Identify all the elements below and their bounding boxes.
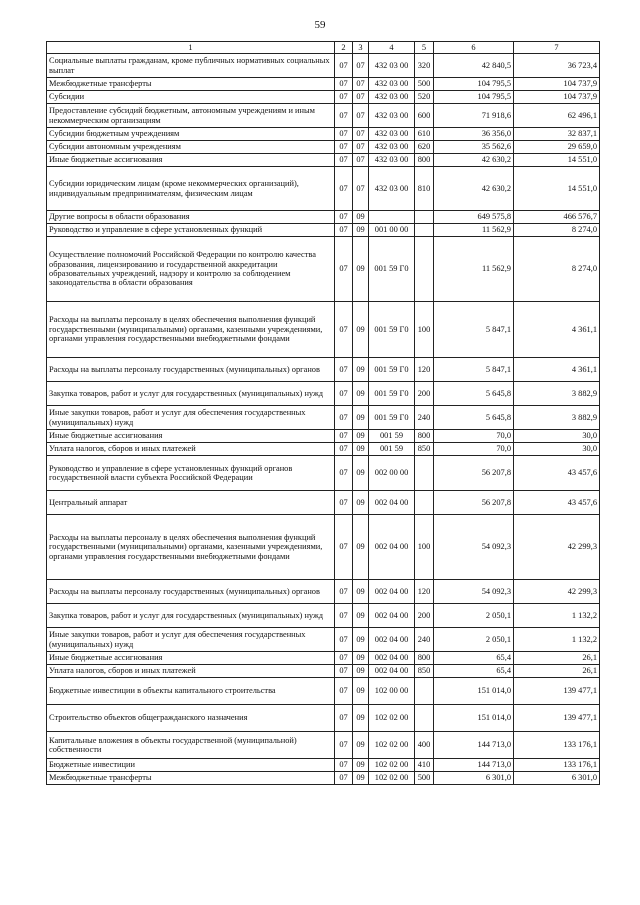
row-amount-2: 1 132,2 (514, 628, 600, 652)
table-row (47, 302, 600, 358)
row-name: Бюджетные инвестиции (47, 759, 335, 772)
row-amount-1: 35 562,6 (434, 141, 514, 154)
row-amount-2: 14 551,0 (514, 154, 600, 167)
table-row (47, 128, 600, 141)
row-expense-type: 600 (415, 104, 434, 128)
row-amount-2: 62 496,1 (514, 104, 600, 128)
row-section: 07 (335, 78, 353, 91)
row-amount-1: 144 713,0 (434, 759, 514, 772)
row-target-article: 001 00 00 (369, 224, 415, 237)
row-section: 07 (335, 154, 353, 167)
row-target-article: 102 02 00 (369, 732, 415, 759)
table-row (47, 665, 600, 678)
table-row (47, 604, 600, 628)
row-section: 07 (335, 580, 353, 604)
row-target-article: 432 03 00 (369, 91, 415, 104)
row-subsection: 09 (353, 406, 369, 430)
row-name: Субсидии автономным учреждениям (47, 141, 335, 154)
row-expense-type: 610 (415, 128, 434, 141)
row-section: 07 (335, 759, 353, 772)
row-target-article: 001 59 Г0 (369, 358, 415, 382)
row-target-article: 002 04 00 (369, 515, 415, 580)
row-name: Субсидии (47, 91, 335, 104)
row-amount-2: 42 299,3 (514, 515, 600, 580)
table-row (47, 705, 600, 732)
row-target-article: 002 04 00 (369, 652, 415, 665)
row-subsection: 07 (353, 167, 369, 211)
row-amount-1: 104 795,5 (434, 91, 514, 104)
row-expense-type: 800 (415, 154, 434, 167)
row-amount-1: 36 356,0 (434, 128, 514, 141)
row-amount-1: 144 713,0 (434, 732, 514, 759)
row-name: Руководство и управление в сфере установленных функций органов государственной власти субъекта Российской Федерации (47, 456, 335, 491)
row-name: Бюджетные инвестиции в объекты капитального строительства (47, 678, 335, 705)
row-subsection: 09 (353, 665, 369, 678)
row-section: 07 (335, 54, 353, 78)
table-row (47, 759, 600, 772)
row-subsection: 09 (353, 443, 369, 456)
row-amount-2: 43 457,6 (514, 491, 600, 515)
row-amount-2: 43 457,6 (514, 456, 600, 491)
row-expense-type: 850 (415, 665, 434, 678)
row-amount-2: 36 723,4 (514, 54, 600, 78)
row-expense-type: 800 (415, 430, 434, 443)
row-subsection: 09 (353, 302, 369, 358)
row-section: 07 (335, 382, 353, 406)
row-target-article: 102 00 00 (369, 678, 415, 705)
row-name: Строительство объектов общегражданского назначения (47, 705, 335, 732)
row-amount-1: 42 630,2 (434, 167, 514, 211)
row-name: Осуществление полномочий Российской Федерации по контролю качества образования, лицензированию и государственной аккредитации образовательных учреждений, надзору и контролю за соблюдением законодательства в области образования (47, 237, 335, 302)
row-amount-2: 42 299,3 (514, 580, 600, 604)
row-target-article (369, 211, 415, 224)
column-number: 2 (335, 42, 353, 54)
row-section: 07 (335, 652, 353, 665)
row-name: Иные закупки товаров, работ и услуг для обеспечения государственных (муниципальных) нужд (47, 628, 335, 652)
row-amount-1: 70,0 (434, 430, 514, 443)
row-name: Иные бюджетные ассигнования (47, 652, 335, 665)
row-section: 07 (335, 456, 353, 491)
row-name: Закупка товаров, работ и услуг для государственных (муниципальных) нужд (47, 604, 335, 628)
row-expense-type: 120 (415, 358, 434, 382)
row-subsection: 07 (353, 91, 369, 104)
row-amount-1: 71 918,6 (434, 104, 514, 128)
row-amount-1: 56 207,8 (434, 456, 514, 491)
row-target-article: 102 02 00 (369, 705, 415, 732)
row-expense-type: 500 (415, 772, 434, 785)
row-amount-1: 649 575,8 (434, 211, 514, 224)
row-name: Иные закупки товаров, работ и услуг для обеспечения государственных (муниципальных) нужд (47, 406, 335, 430)
row-subsection: 07 (353, 128, 369, 141)
row-expense-type (415, 705, 434, 732)
table-row (47, 456, 600, 491)
row-amount-2: 30,0 (514, 430, 600, 443)
row-subsection: 09 (353, 515, 369, 580)
row-expense-type (415, 678, 434, 705)
row-section: 07 (335, 604, 353, 628)
row-target-article: 001 59 Г0 (369, 302, 415, 358)
row-amount-2: 133 176,1 (514, 759, 600, 772)
table-row (47, 141, 600, 154)
table-row (47, 406, 600, 430)
row-section: 07 (335, 628, 353, 652)
row-subsection: 07 (353, 78, 369, 91)
row-amount-2: 133 176,1 (514, 732, 600, 759)
row-amount-1: 56 207,8 (434, 491, 514, 515)
row-subsection: 09 (353, 604, 369, 628)
row-amount-2: 8 274,0 (514, 224, 600, 237)
column-number: 6 (434, 42, 514, 54)
row-expense-type (415, 211, 434, 224)
row-subsection: 07 (353, 104, 369, 128)
column-number: 7 (514, 42, 600, 54)
table-row (47, 154, 600, 167)
row-name: Социальные выплаты гражданам, кроме публичных нормативных социальных выплат (47, 54, 335, 78)
row-expense-type (415, 224, 434, 237)
row-expense-type: 100 (415, 515, 434, 580)
row-target-article: 002 04 00 (369, 665, 415, 678)
row-target-article: 002 04 00 (369, 580, 415, 604)
row-amount-2: 104 737,9 (514, 78, 600, 91)
table-row (47, 772, 600, 785)
table-row (47, 732, 600, 759)
row-section: 07 (335, 665, 353, 678)
row-expense-type: 200 (415, 604, 434, 628)
row-amount-1: 5 847,1 (434, 358, 514, 382)
row-name: Расходы на выплаты персоналу в целях обеспечения выполнения функций государственными (муниципальными) органами, казенными учреждениями, органами управления государственными внебюджетными фондами (47, 302, 335, 358)
row-name: Расходы на выплаты персоналу в целях обеспечения выполнения функций государственными (муниципальными) органами, казенными учреждениями, органами управления государственными внебюджетными фондами (47, 515, 335, 580)
page-number: 59 (314, 19, 326, 31)
row-subsection: 09 (353, 678, 369, 705)
row-expense-type: 100 (415, 302, 434, 358)
row-amount-1: 5 645,8 (434, 382, 514, 406)
row-expense-type: 240 (415, 628, 434, 652)
row-section: 07 (335, 430, 353, 443)
row-name: Межбюджетные трансферты (47, 78, 335, 91)
row-amount-1: 5 847,1 (434, 302, 514, 358)
row-target-article: 002 04 00 (369, 628, 415, 652)
row-amount-1: 6 301,0 (434, 772, 514, 785)
table-row (47, 211, 600, 224)
row-name: Субсидии бюджетным учреждениям (47, 128, 335, 141)
row-section: 07 (335, 302, 353, 358)
row-target-article: 001 59 (369, 443, 415, 456)
table-row (47, 443, 600, 456)
row-target-article: 002 04 00 (369, 604, 415, 628)
row-section: 07 (335, 141, 353, 154)
table-row (47, 104, 600, 128)
row-expense-type: 800 (415, 652, 434, 665)
row-section: 07 (335, 678, 353, 705)
row-amount-1: 42 630,2 (434, 154, 514, 167)
row-subsection: 09 (353, 652, 369, 665)
budget-table (46, 41, 600, 785)
row-target-article: 001 59 Г0 (369, 237, 415, 302)
table-row (47, 430, 600, 443)
table-row (47, 628, 600, 652)
column-number: 3 (353, 42, 369, 54)
row-target-article: 001 59 (369, 430, 415, 443)
row-name: Иные бюджетные ассигнования (47, 430, 335, 443)
row-expense-type (415, 491, 434, 515)
row-amount-2: 32 837,1 (514, 128, 600, 141)
row-subsection: 09 (353, 224, 369, 237)
row-expense-type: 410 (415, 759, 434, 772)
table-row (47, 91, 600, 104)
row-subsection: 09 (353, 491, 369, 515)
row-amount-1: 65,4 (434, 652, 514, 665)
row-section: 07 (335, 104, 353, 128)
row-subsection: 07 (353, 54, 369, 78)
row-expense-type: 320 (415, 54, 434, 78)
row-section: 07 (335, 732, 353, 759)
column-number: 5 (415, 42, 434, 54)
row-amount-2: 30,0 (514, 443, 600, 456)
row-amount-1: 2 050,1 (434, 604, 514, 628)
row-amount-1: 54 092,3 (434, 580, 514, 604)
table-row (47, 491, 600, 515)
row-subsection: 09 (353, 237, 369, 302)
row-expense-type: 240 (415, 406, 434, 430)
table-row (47, 382, 600, 406)
row-name: Расходы на выплаты персоналу государственных (муниципальных) органов (47, 580, 335, 604)
row-target-article: 432 03 00 (369, 141, 415, 154)
row-amount-2: 104 737,9 (514, 91, 600, 104)
row-amount-1: 5 645,8 (434, 406, 514, 430)
row-expense-type: 500 (415, 78, 434, 91)
row-name: Предоставление субсидий бюджетным, автономным учреждениям и иным некоммерческим организациям (47, 104, 335, 128)
row-amount-2: 139 477,1 (514, 678, 600, 705)
row-target-article: 002 00 00 (369, 456, 415, 491)
row-target-article: 002 04 00 (369, 491, 415, 515)
row-section: 07 (335, 91, 353, 104)
table-row (47, 358, 600, 382)
row-amount-1: 54 092,3 (434, 515, 514, 580)
row-subsection: 09 (353, 382, 369, 406)
table-row (47, 515, 600, 580)
row-section: 07 (335, 515, 353, 580)
row-section: 07 (335, 167, 353, 211)
column-number: 1 (47, 42, 335, 54)
row-subsection: 09 (353, 772, 369, 785)
row-section: 07 (335, 772, 353, 785)
table-row (47, 237, 600, 302)
row-section: 07 (335, 237, 353, 302)
row-target-article: 432 03 00 (369, 154, 415, 167)
row-target-article: 001 59 Г0 (369, 382, 415, 406)
row-name: Иные бюджетные ассигнования (47, 154, 335, 167)
row-expense-type: 850 (415, 443, 434, 456)
row-subsection: 09 (353, 705, 369, 732)
table-row (47, 652, 600, 665)
row-amount-2: 3 882,9 (514, 382, 600, 406)
row-subsection: 09 (353, 628, 369, 652)
row-subsection: 07 (353, 141, 369, 154)
table-row (47, 224, 600, 237)
row-name: Центральный аппарат (47, 491, 335, 515)
row-amount-2: 139 477,1 (514, 705, 600, 732)
row-expense-type: 200 (415, 382, 434, 406)
row-expense-type: 400 (415, 732, 434, 759)
row-expense-type: 620 (415, 141, 434, 154)
row-subsection: 09 (353, 580, 369, 604)
row-expense-type (415, 237, 434, 302)
row-section: 07 (335, 128, 353, 141)
row-amount-2: 26,1 (514, 652, 600, 665)
column-number: 4 (369, 42, 415, 54)
row-target-article: 432 03 00 (369, 54, 415, 78)
row-section: 07 (335, 443, 353, 456)
row-subsection: 09 (353, 358, 369, 382)
row-name: Капитальные вложения в объекты государственной (муниципальной) собственности (47, 732, 335, 759)
row-subsection: 07 (353, 154, 369, 167)
row-subsection: 09 (353, 211, 369, 224)
row-amount-2: 4 361,1 (514, 358, 600, 382)
row-amount-2: 1 132,2 (514, 604, 600, 628)
row-target-article: 001 59 Г0 (369, 406, 415, 430)
row-expense-type (415, 456, 434, 491)
row-target-article: 432 03 00 (369, 104, 415, 128)
table-row (47, 580, 600, 604)
row-target-article: 432 03 00 (369, 128, 415, 141)
row-name: Уплата налогов, сборов и иных платежей (47, 665, 335, 678)
table-row (47, 54, 600, 78)
row-amount-1: 42 840,5 (434, 54, 514, 78)
table-row (47, 678, 600, 705)
row-amount-2: 466 576,7 (514, 211, 600, 224)
row-name: Закупка товаров, работ и услуг для государственных (муниципальных) нужд (47, 382, 335, 406)
row-amount-2: 14 551,0 (514, 167, 600, 211)
row-amount-2: 8 274,0 (514, 237, 600, 302)
row-amount-2: 29 659,0 (514, 141, 600, 154)
row-section: 07 (335, 406, 353, 430)
row-amount-1: 70,0 (434, 443, 514, 456)
row-amount-1: 11 562,9 (434, 237, 514, 302)
row-section: 07 (335, 705, 353, 732)
row-target-article: 102 02 00 (369, 759, 415, 772)
row-amount-1: 2 050,1 (434, 628, 514, 652)
row-expense-type: 810 (415, 167, 434, 211)
row-name: Расходы на выплаты персоналу государственных (муниципальных) органов (47, 358, 335, 382)
row-amount-1: 104 795,5 (434, 78, 514, 91)
row-section: 07 (335, 224, 353, 237)
row-amount-2: 4 361,1 (514, 302, 600, 358)
column-number-row (47, 42, 600, 54)
row-name: Другие вопросы в области образования (47, 211, 335, 224)
row-amount-1: 151 014,0 (434, 705, 514, 732)
row-name: Субсидии юридическим лицам (кроме некоммерческих организаций), индивидуальным предпринимателям, физическим лицам (47, 167, 335, 211)
row-name: Руководство и управление в сфере установленных функций (47, 224, 335, 237)
row-target-article: 102 02 00 (369, 772, 415, 785)
row-subsection: 09 (353, 456, 369, 491)
row-amount-2: 6 301,0 (514, 772, 600, 785)
row-amount-1: 11 562,9 (434, 224, 514, 237)
row-name: Уплата налогов, сборов и иных платежей (47, 443, 335, 456)
row-section: 07 (335, 491, 353, 515)
row-section: 07 (335, 358, 353, 382)
row-subsection: 09 (353, 732, 369, 759)
row-name: Межбюджетные трансферты (47, 772, 335, 785)
row-expense-type: 520 (415, 91, 434, 104)
table-row (47, 78, 600, 91)
row-subsection: 09 (353, 759, 369, 772)
row-amount-2: 26,1 (514, 665, 600, 678)
row-expense-type: 120 (415, 580, 434, 604)
row-section: 07 (335, 211, 353, 224)
row-subsection: 09 (353, 430, 369, 443)
row-target-article: 432 03 00 (369, 167, 415, 211)
row-target-article: 432 03 00 (369, 78, 415, 91)
table-row (47, 167, 600, 211)
row-amount-2: 3 882,9 (514, 406, 600, 430)
row-amount-1: 65,4 (434, 665, 514, 678)
row-amount-1: 151 014,0 (434, 678, 514, 705)
